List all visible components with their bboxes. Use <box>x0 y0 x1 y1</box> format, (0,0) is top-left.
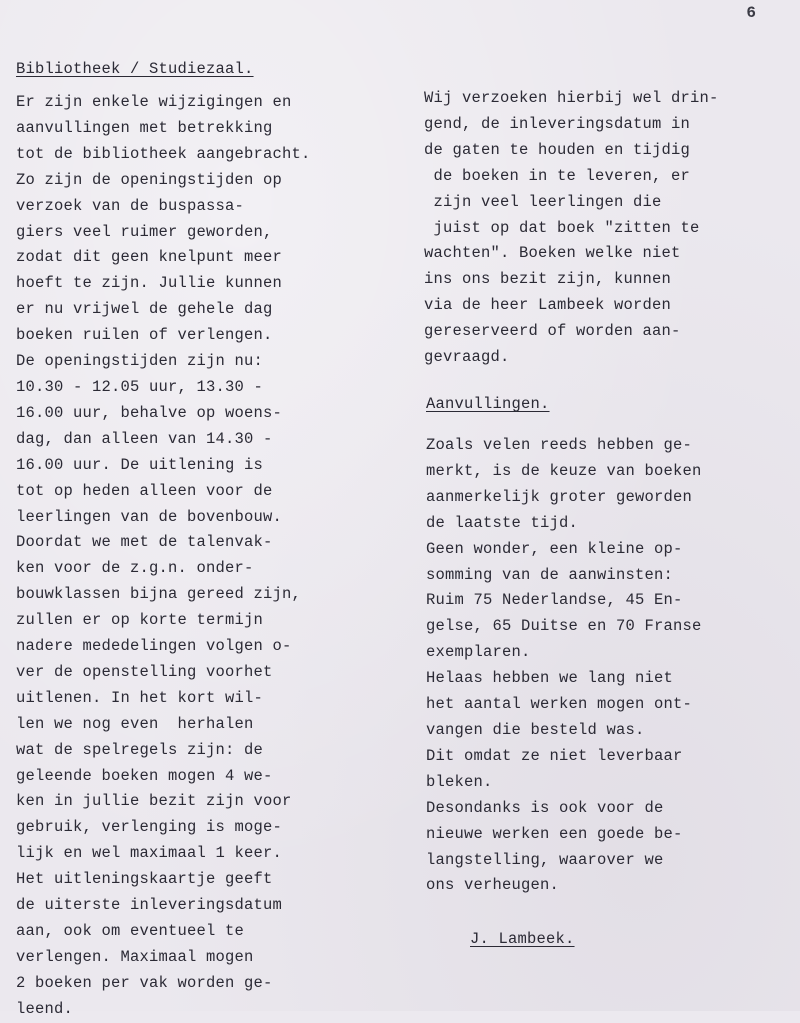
text-line: ken in jullie bezit zijn voor <box>16 792 292 811</box>
text-line: ken voor de z.g.n. onder- <box>16 559 254 578</box>
text-line: Zo zijn de openingstijden op <box>16 170 283 189</box>
text-line: ins ons bezit zijn, kunnen <box>424 270 672 289</box>
text-line: ver de openstelling voorhet <box>16 662 273 681</box>
text-line: Geen wonder, een kleine op- <box>426 539 683 558</box>
text-line: exemplaren. <box>426 643 531 662</box>
text-line: Het uitleningskaartje geeft <box>16 870 273 889</box>
text-line: aanvullingen met betrekking <box>16 118 273 137</box>
text-line: de laatste tijd. <box>426 513 579 532</box>
text-line: zijn veel leerlingen die <box>424 192 662 211</box>
right-column-bottom-text <box>426 433 702 899</box>
text-line: bleken. <box>426 772 493 791</box>
text-line: tot de bibliotheek aangebracht. <box>16 144 311 163</box>
text-line: de boeken in te leveren, er <box>424 166 691 185</box>
text-line: Desondanks is ook voor de <box>426 798 664 817</box>
text-line: Helaas hebben we lang niet <box>426 669 674 688</box>
text-line: het aantal werken mogen ont- <box>426 695 693 714</box>
text-line: er nu vrijwel de gehele dag <box>16 300 273 319</box>
signature: J. Lambeek. <box>470 930 575 948</box>
text-line: gevraagd. <box>424 348 510 367</box>
text-line: boeken ruilen of verlengen. <box>16 326 273 345</box>
text-line: 16.00 uur, behalve op woens- <box>16 403 283 422</box>
text-line: leend. <box>16 999 74 1018</box>
text-line: Er zijn enkele wijzigingen en <box>16 93 292 111</box>
left-column-text <box>16 90 311 1023</box>
text-line: lijk en wel maximaal 1 keer. <box>16 844 283 863</box>
text-line: juist op dat boek "zitten te <box>424 218 700 237</box>
text-line: gebruik, verlenging is moge- <box>16 818 283 837</box>
text-line: tot op heden alleen voor de <box>16 481 273 500</box>
text-line: aanmerkelijk groter geworden <box>426 487 693 506</box>
text-line: langstelling, waarover we <box>426 850 664 869</box>
text-line: Wij verzoeken hierbij wel drin- <box>424 89 719 107</box>
text-line: aan, ook om eventueel te <box>16 922 245 940</box>
text-line: somming van de aanwinsten: <box>426 565 674 584</box>
text-line: giers veel ruimer geworden, <box>16 222 273 241</box>
text-line: dag, dan alleen van 14.30 - <box>16 429 273 448</box>
section-heading-aanvullingen: Aanvullingen. <box>426 395 550 413</box>
text-line: gelse, 65 Duitse en 70 Franse <box>426 617 702 636</box>
text-line: geleende boeken mogen 4 we- <box>16 766 273 785</box>
text-line: gend, de inleveringsdatum in <box>424 114 691 133</box>
text-line: 2 boeken per vak worden ge- <box>16 973 273 992</box>
text-line: Doordat we met de talenvak- <box>16 533 273 552</box>
text-line: Zoals velen reeds hebben ge- <box>426 436 693 454</box>
text-line: len we nog even herhalen <box>16 714 254 733</box>
text-line: de uiterste inleveringsdatum <box>16 896 283 915</box>
text-line: wat de spelregels zijn: de <box>16 740 264 759</box>
text-line: 10.30 - 12.05 uur, 13.30 - <box>16 377 264 396</box>
page-number-mark: 6 <box>746 4 756 22</box>
text-line: 16.00 uur. De uitlening is <box>16 455 264 474</box>
text-line: zullen er op korte termijn <box>16 611 264 630</box>
text-line: bouwklassen bijna gereed zijn, <box>16 585 302 604</box>
text-line: vangen die besteld was. <box>426 720 645 739</box>
text-line: uitlenen. In het kort wil- <box>16 688 264 707</box>
text-line: Ruim 75 Nederlandse, 45 En- <box>426 591 683 610</box>
text-line: merkt, is de keuze van boeken <box>426 461 702 480</box>
text-line: nieuwe werken een goede be- <box>426 824 683 843</box>
text-line: wachten". Boeken welke niet <box>424 244 681 263</box>
text-line: Dit omdat ze niet leverbaar <box>426 746 683 765</box>
text-line: hoeft te zijn. Jullie kunnen <box>16 274 283 293</box>
text-line: leerlingen van de bovenbouw. <box>16 507 283 526</box>
text-line: nadere mededelingen volgen o- <box>16 637 292 656</box>
right-column-top-text <box>424 86 719 371</box>
text-line: verzoek van de buspassa- <box>16 196 245 215</box>
section-heading-bibliotheek: Bibliotheek / Studiezaal. <box>16 60 254 78</box>
text-line: gereserveerd of worden aan- <box>424 322 681 341</box>
text-line: zodat dit geen knelpunt meer <box>16 248 283 267</box>
text-line: via de heer Lambeek worden <box>424 296 672 315</box>
text-line: verlengen. Maximaal mogen <box>16 947 254 966</box>
text-line: ons verheugen. <box>426 876 560 895</box>
text-line: de gaten te houden en tijdig <box>424 140 691 159</box>
text-line: De openingstijden zijn nu: <box>16 352 264 371</box>
